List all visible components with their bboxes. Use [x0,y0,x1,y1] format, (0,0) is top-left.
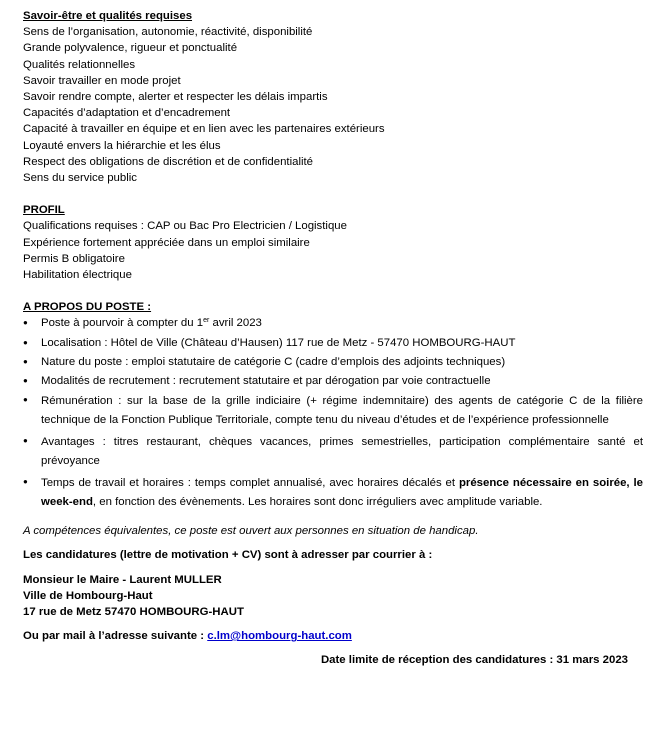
job-posting-document [23,8,643,669]
profil-list [23,218,643,283]
savoir-item: Capacités d’adaptation et d’encadrement [23,107,231,120]
poste-heading: A PROPOS DU POSTE : [23,301,152,314]
bullet-working-hours: ● Temps de travail et horaires : temps complet annualisé, avec horaires décalés et présence nécessaire en soirée, le week-end, en fonction des évènements. Les horaires sont donc irréguliers avec amplitude variable. [23,474,643,512]
savoir-list [23,24,643,186]
savoir-item: Respect des obligations de discrétion et de confidentialité [23,155,314,168]
address-line: Monsieur le Maire - Laurent MULLER [23,573,222,586]
savoir-item: Savoir rendre compte, alerter et respecter les délais impartis [23,91,328,104]
savoir-item: Grande polyvalence, rigueur et ponctualité [23,42,238,55]
profil-item: Qualifications requises : CAP ou Bac Pro Electricien / Logistique [23,220,347,233]
candidatures-instruction: Les candidatures (lettre de motivation + CV) sont à adresser par courrier à : [23,549,433,562]
savoir-item: Qualités relationnelles [23,58,136,71]
handicap-note: A compétences équivalentes, ce poste est ouvert aux personnes en situation de handicap. [23,525,479,538]
savoir-item: Sens du service public [23,172,137,185]
savoir-item: Loyauté envers la hiérarchie et les élus [23,139,221,152]
email-prefix: Ou par mail à l’adresse suivante : [23,630,208,643]
poste-bullet-list [23,315,643,512]
bullet-benefits: ● Avantages : titres restaurant, chèques vacances, primes semestrielles, participation complémentaire santé et prévoyance [23,433,643,471]
postal-address [23,572,643,621]
profil-heading: PROFIL [23,204,65,217]
profil-item: Permis B obligatoire [23,252,125,265]
bullet-nature: ● Nature du poste : emploi statutaire de catégorie C (cadre d’emplois des adjoints techniques) [23,354,643,370]
address-line: Ville de Hombourg-Haut [23,589,153,602]
bullet-location: ● Localisation : Hôtel de Ville (Château d’Hausen) 117 rue de Metz - 57470 HOMBOURG-HAUT [23,335,643,351]
email-line [23,628,643,644]
profil-item: Expérience fortement appréciée dans un emploi similaire [23,236,310,249]
savoir-item: Sens de l’organisation, autonomie, réactivité, disponibilité [23,26,313,39]
bullet-recruitment: ● Modalités de recrutement : recrutement statutaire et par dérogation par voie contractuelle [23,373,643,389]
profil-item: Habilitation électrique [23,269,132,282]
address-line: 17 rue de Metz 57470 HOMBOURG-HAUT [23,606,244,619]
bullet-start-date: ● Poste à pourvoir à compter du 1er avril 2023 [23,315,643,331]
application-deadline: Date limite de réception des candidatures : 31 mars 2023 [320,654,628,667]
savoir-item: Savoir travailler en mode projet [23,74,181,87]
savoir-item: Capacité à travailler en équipe et en lien avec les partenaires extérieurs [23,123,385,136]
email-link[interactable]: c.lm@hombourg-haut.com [207,630,352,643]
bullet-remuneration: ● Rémunération : sur la base de la grille indiciaire (+ régime indemnitaire) des agents de catégorie C de la filière technique de la Fonction Publique Territoriale, compte tenu du niveau d’études et de l’expérience professionnelle [23,392,643,430]
savoir-heading: Savoir-être et qualités requises [23,10,193,22]
